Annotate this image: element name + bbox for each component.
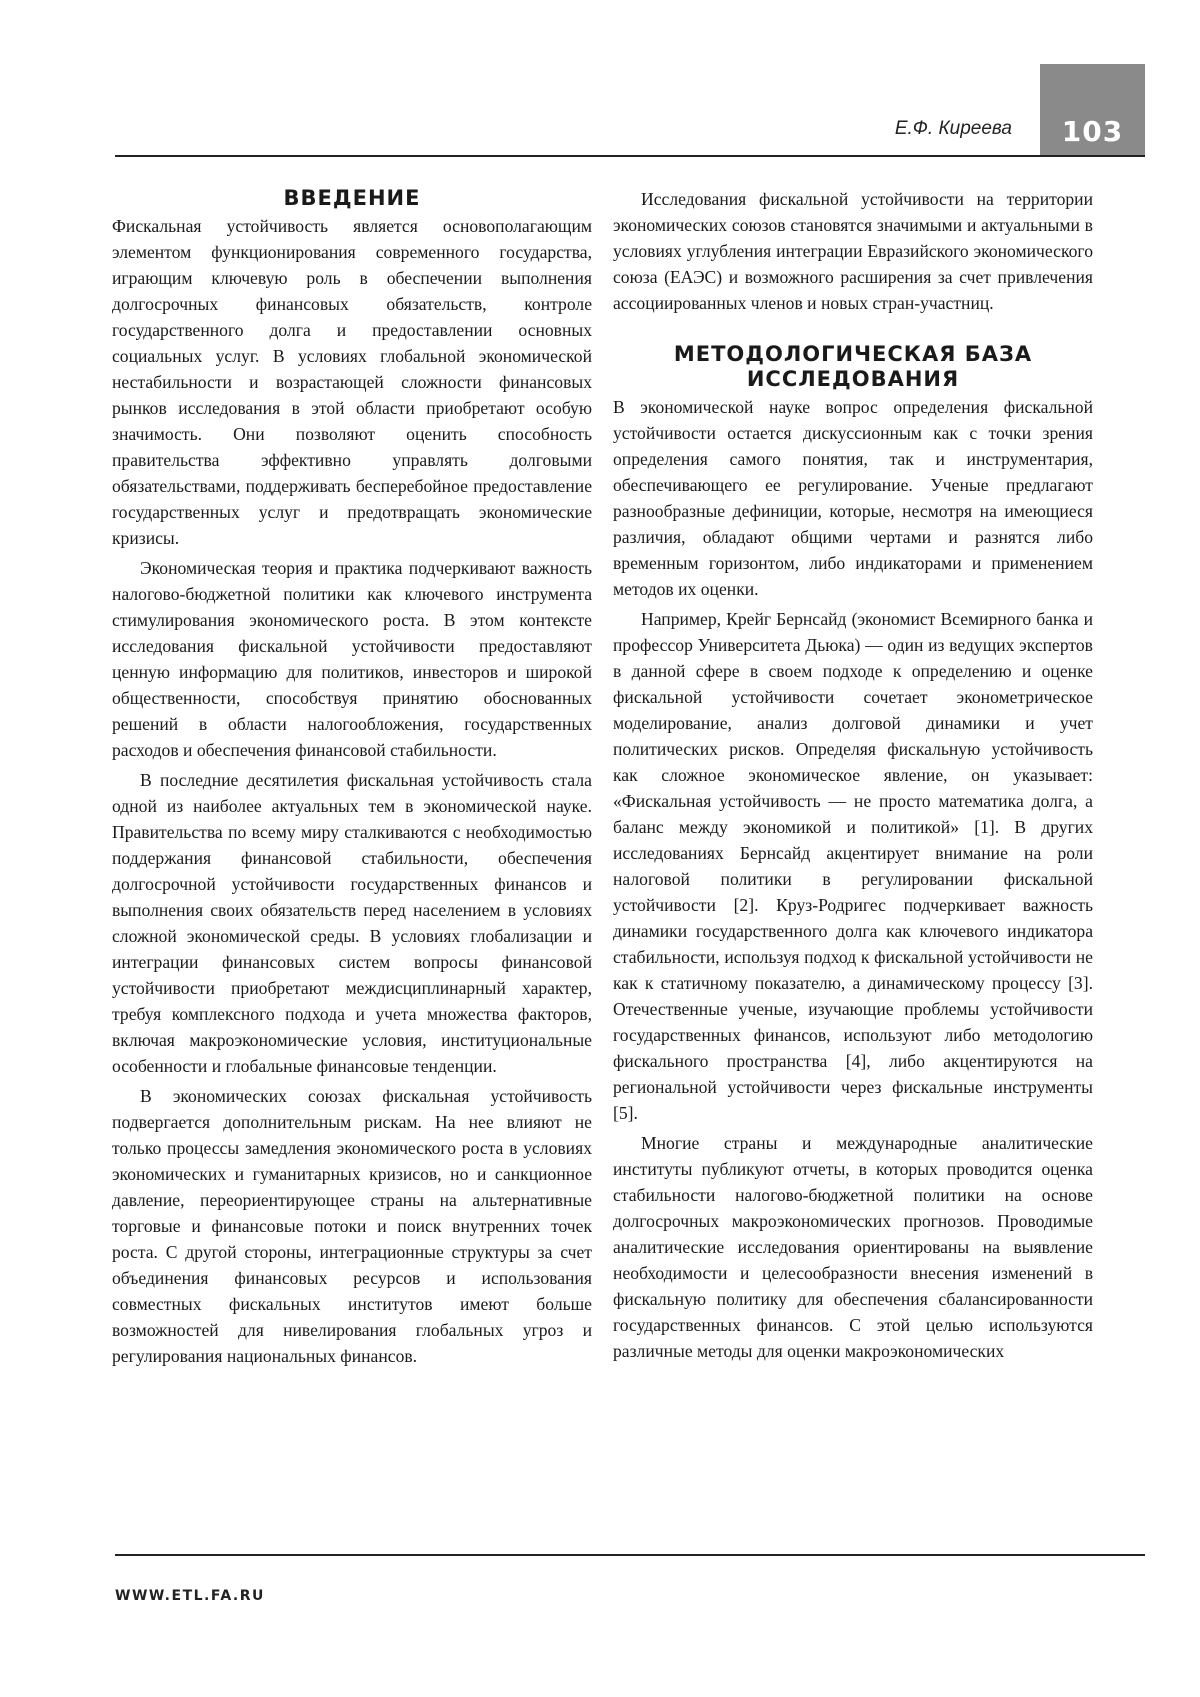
page-number-box — [1040, 64, 1145, 156]
paragraph: Исследования фискальной устойчивости на территории экономических союзов становятся значимыми и актуальными в условиях углубления интеграции Евразийского экономического союза (ЕАЭС) и возможного расширения за счет привлечения ассоциированных членов и новых стран-участниц. — [613, 189, 1093, 313]
paragraph: В экономических союзах фискальная устойчивость подвергается дополнительным рискам. На нее влияют не только процессы замедления экономического роста в условиях экономических и гуманитарных кризисов, но и санкционное давление, переориентирующее страны на альтернативные торговые и финансовые потоки и поиск внутренних точек роста. С другой стороны, интеграционные структуры за счет объединения финансовых ресурсов и использования совместных фискальных институтов имеют больше возможностей для нивелирования глобальных угроз и регулирования национальных финансов. — [112, 1086, 592, 1366]
footer-rule — [115, 1554, 1145, 1556]
running-header-author: Е.Ф. Киреева — [894, 118, 1012, 139]
page-number: 103 — [1061, 115, 1124, 148]
header-rule — [115, 155, 1145, 157]
section-heading-introduction: ВВЕДЕНИЕ — [283, 186, 421, 210]
paragraph: В последние десятилетия фискальная устойчивость стала одной из наиболее актуальных тем в экономической науке. Правительства по всему миру сталкиваются с необходимостью поддержания финансовой стабильности, обеспечения долгосрочной устойчивости государственных финансов и выполнения своих обязательств перед населением в условиях сложной экономической среды. В условиях глобализации и интеграции финансовых систем вопросы финансовой устойчивости приобретают междисциплинарный характер, требуя комплексного подхода и учета множества факторов, включая макроэкономические условия, институциональные особенности и глобальные финансовые тенденции. — [112, 770, 592, 1076]
paragraph: Многие страны и международные аналитические институты публикуют отчеты, в которых проводится оценка стабильности налогово-бюджетной политики на основе долгосрочных макроэкономических прогнозов. Проводимые аналитические исследования ориентированы на выявление необходимости и целесообразности внесения изменений в фискальную политику для обеспечения сбалансированности государственных финансов. С этой целью используются различные методы для оценки макроэкономических — [613, 1133, 1093, 1361]
left-column — [112, 186, 592, 1369]
paragraph: Экономическая теория и практика подчеркивают важность налогово-бюджетной политики как ключевого инструмента стимулирования экономического роста. В этом контексте исследования фискальной устойчивости предоставляют ценную информацию для политиков, инвесторов и широкой общественности, способствуя принятию обоснованных решений в области налогообложения, государственных расходов и обеспечения финансовой стабильности. — [112, 558, 592, 760]
heading-line: ИССЛЕДОВАНИЯ — [746, 367, 960, 391]
heading-line: МЕТОДОЛОГИЧЕСКАЯ БАЗА — [673, 342, 1033, 366]
right-column — [613, 186, 1093, 1364]
paragraph: Например, Крейг Бернсайд (экономист Всемирного банка и профессор Университета Дьюка) — один из ведущих экспертов в данной сфере в своем подходе к определению и оценке фискальной устойчивости сочетает эконометрическое моделирование, анализ долговой динамики и учет политических рисков. Определяя фискальную устойчивость как сложное экономическое явление, он указывает: «Фискальная устойчивость — не просто математика долга, а баланс между экономикой и политикой» [1]. В других исследованиях Бернсайд акцентирует внимание на роли налоговой политики в регулировании фискальной устойчивости [2]. Круз-Родригес подчеркивает важность динамики государственного долга как ключевого индикатора стабильности, используя подход к фискальной устойчивости не как к статичному показателю, а динамическому процессу [3]. Отечественные ученые, изучающие проблемы устойчивости государственных финансов, используют либо методологию фискального пространства [4], либо акцентируются на региональной устойчивости через фискальные инструменты [5]. — [613, 609, 1093, 1123]
paragraph: Фискальная устойчивость является основополагающим элементом функционирования современного государства, играющим ключевую роль в обеспечении выполнения долгосрочных финансовых обязательств, контроле государственного долга и предоставлении основных социальных услуг. В условиях глобальной экономической нестабильности и возрастающей сложности финансовых рынков исследования в этой области приобретают особую значимость. Они позволяют оценить способность правительства эффективно управлять долговыми обязательствами, поддерживать бесперебойное предоставление государственных услуг и предотвращать экономические кризисы. — [112, 216, 592, 548]
paragraph: В экономической науке вопрос определения фискальной устойчивости остается дискуссионным как с точки зрения определения самого понятия, так и инструментария, обеспечивающего ее регулирование. Ученые предлагают разнообразные дефиниции, которые, несмотря на имеющиеся различия, обладают общими чертами и разнятся либо временным горизонтом, либо индикаторами и применением методов их оценки. — [613, 397, 1093, 599]
section-heading-methodology — [613, 342, 1093, 392]
footer-url[interactable]: WWW.ETL.FA.RU — [115, 1588, 265, 1604]
